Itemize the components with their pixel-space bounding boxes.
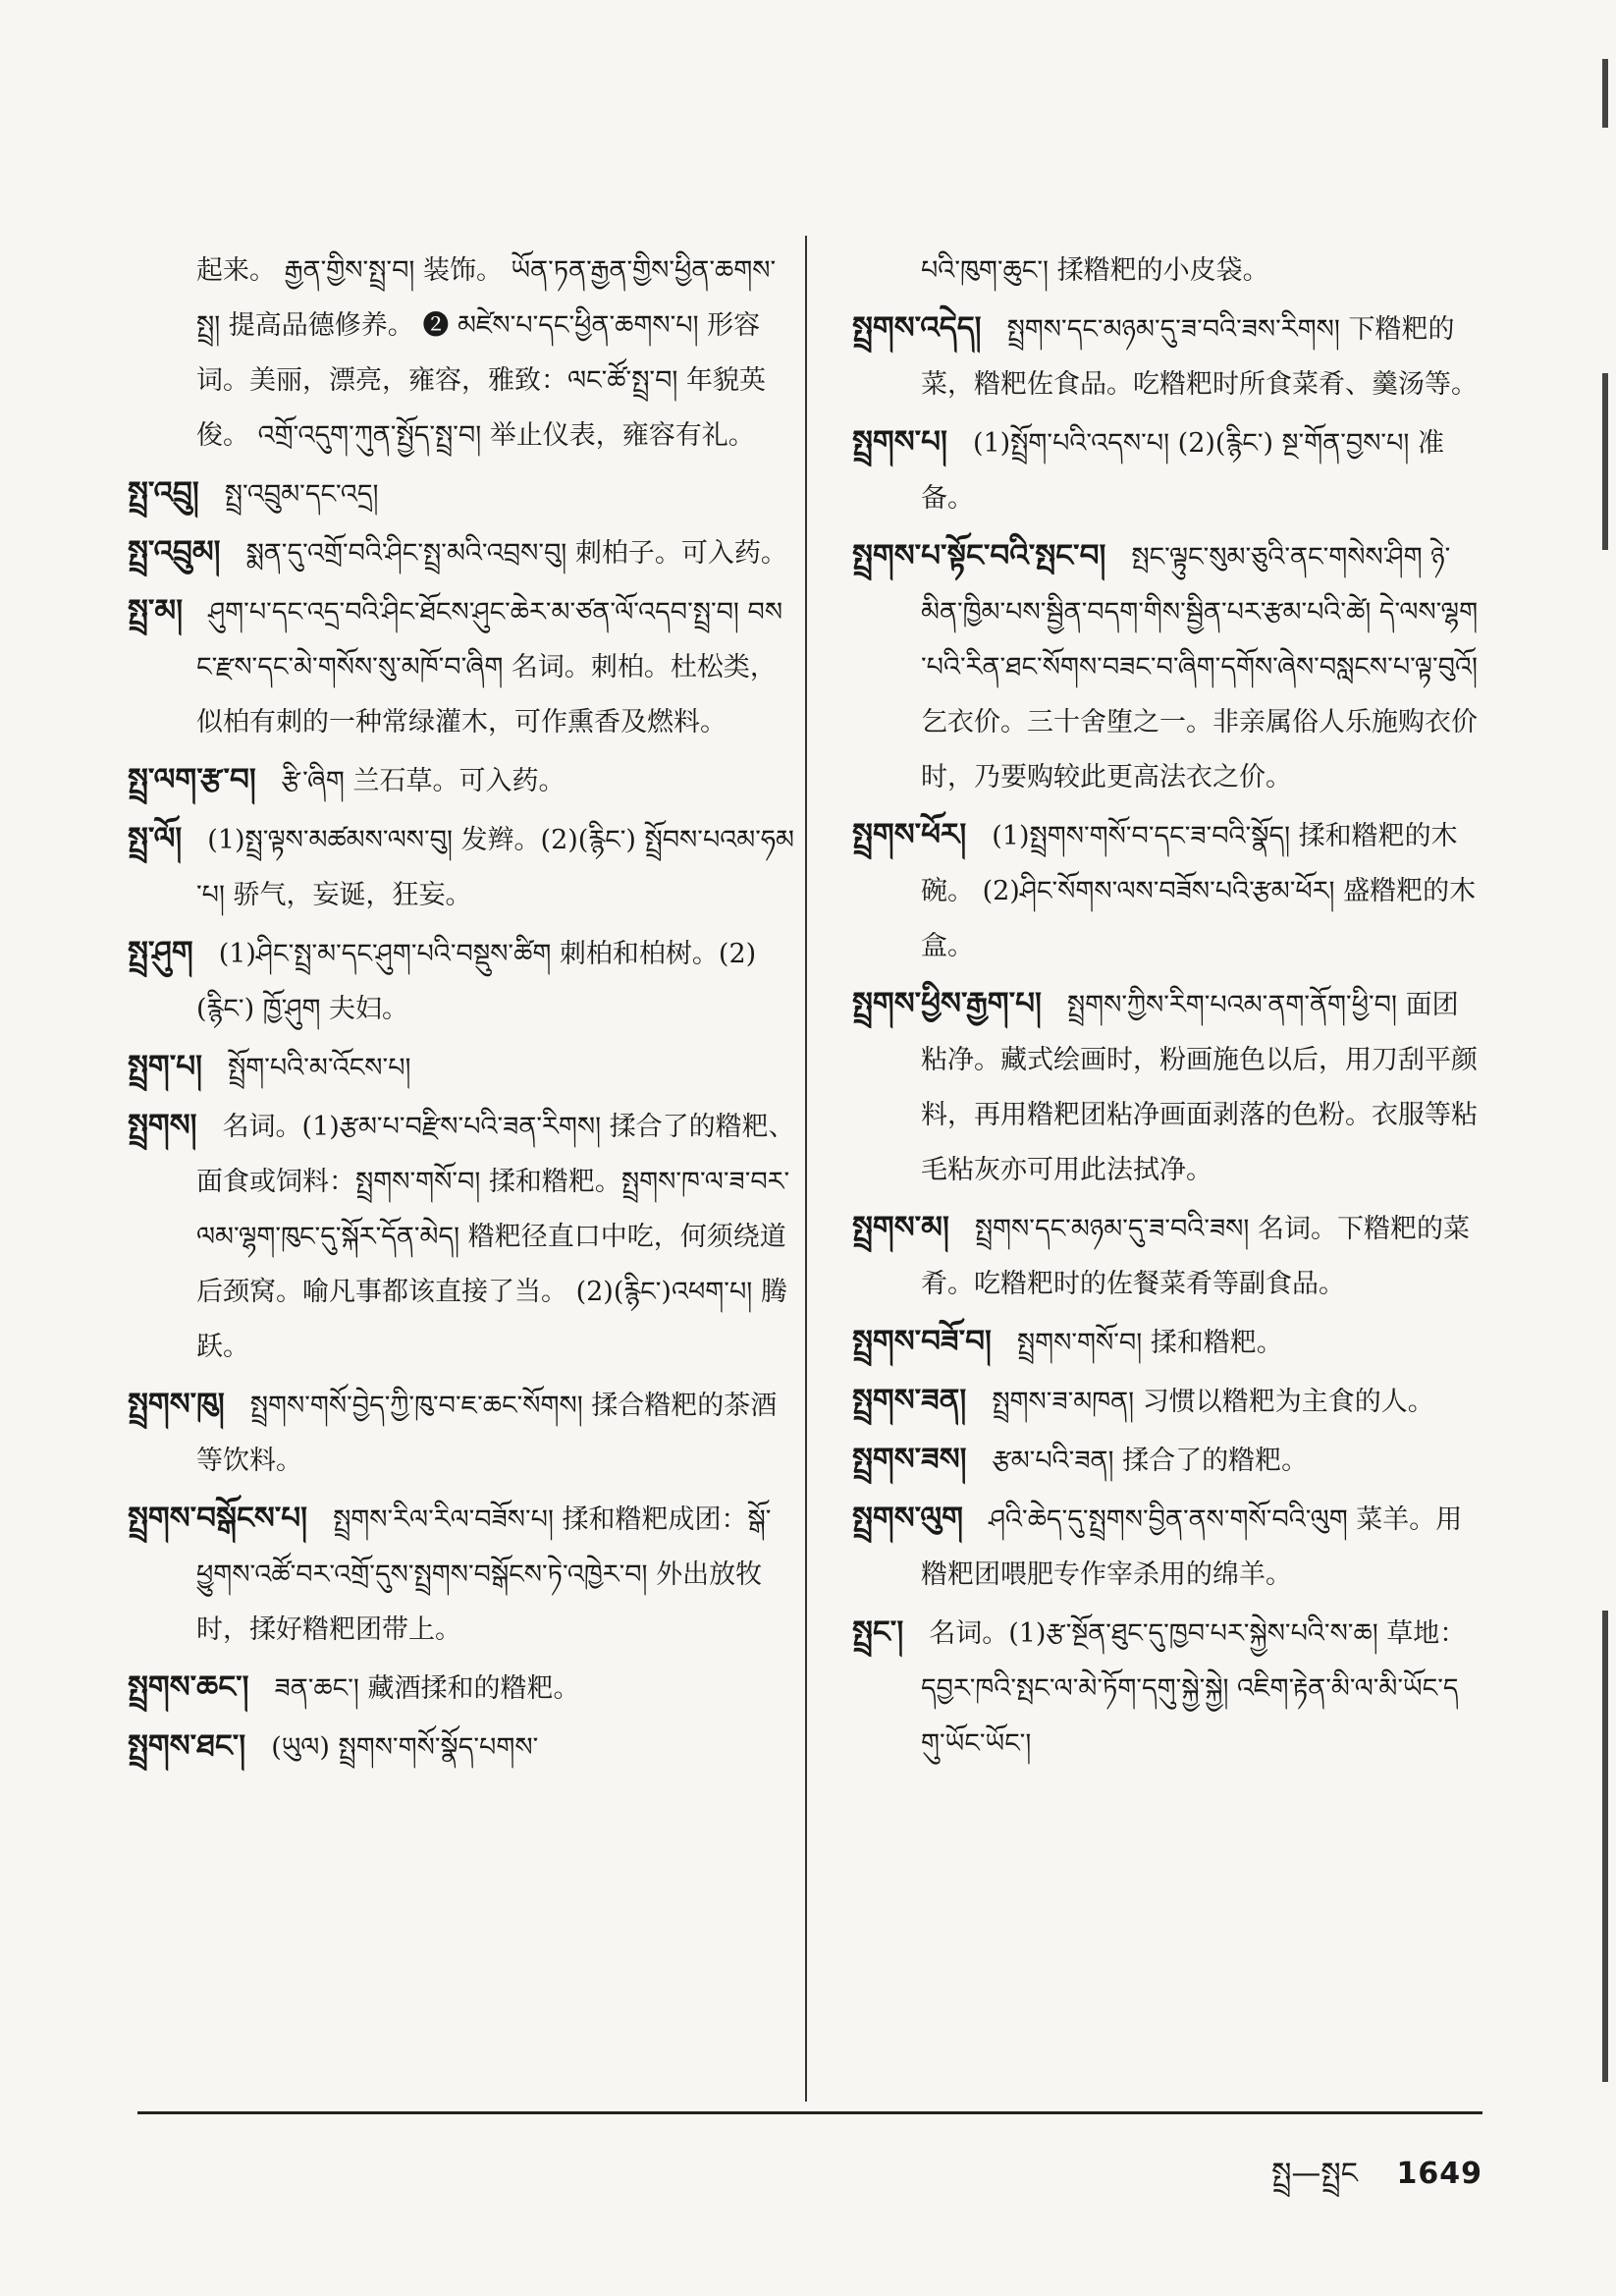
entry-headword: སྤྲགས་འདེད། — [852, 310, 982, 346]
dictionary-entry — [128, 1491, 795, 1658]
entry-headword: སྤྲགས་ཐང་། — [128, 1728, 246, 1764]
entry-headword: སྤྲགས་བསྒོངས་པ། — [128, 1501, 308, 1536]
entry-headword: སྤྲ་ལག་རྩ་བ། — [128, 762, 256, 797]
dictionary-entry — [852, 1605, 1481, 1772]
entry-definition: སྨན་དུ་འགྲོ་བའི་ཤིང་སྤྲ་མའི་འབྲས་བུ། 刺柏子。可入药。 — [245, 538, 787, 569]
entry-definition: ཤུག་པ་དང་འདྲ་བའི་ཤིང་ཐོངས་ཤུང་ཆེར་མ་ཙན་ལོ་འདབ་སྤྲ་བ། བསང་རྫས་དང་མེ་གསོས་སུ་མཁོ་བ་ཞིག 名词。刺柏。杜松类，似柏有刺的一种常绿灌木，可作熏香及燃料。 — [196, 597, 783, 738]
entry-headword: སྤྲགས་ཁུ། — [128, 1387, 225, 1422]
dictionary-entry — [852, 301, 1481, 412]
entry-definition: སྤྲགས་ཀྱིས་རིག་པའམ་ནག་ནོག་ཕྱི་བ། 面团粘净。藏式绘画时，粉画施色以后，用刀刮平颜料，再用糌粑团粘净画面剥落的色粉。衣服等粘毛粘灰亦可用此法拭净。 — [921, 990, 1478, 1185]
entry-headword: སྤྲ་ལོ། — [128, 821, 183, 856]
dictionary-entry — [852, 244, 1481, 299]
entry-headword: སྤྲག་པ། — [128, 1049, 203, 1084]
entry-headword: སྤྲགས་པ། — [852, 424, 947, 460]
page-range: སྤྲ—སྤྲང — [1271, 2157, 1358, 2191]
entry-headword: སྤྲགས་ཕྱིས་རྒྱག་པ། — [852, 986, 1042, 1021]
edge-mark — [1602, 373, 1608, 550]
dictionary-entry — [852, 807, 1481, 974]
entry-definition: སྤྲ་འབྲུམ་དང་འདྲ། — [224, 479, 379, 510]
footer-rule — [137, 2111, 1482, 2114]
dictionary-entry — [852, 976, 1481, 1198]
dictionary-entry — [128, 1719, 795, 1776]
entry-headword: སྤྲགས། — [128, 1108, 197, 1143]
dictionary-entry — [128, 1098, 795, 1375]
entry-definition: རྩམ་པའི་ཟན། 揉合了的糌粑。 — [992, 1446, 1309, 1476]
entry-headword: སྤྲགས་ཆང་། — [128, 1669, 249, 1705]
entry-headword: སྤྲགས་པ་སྟོང་བའི་སྤང་བ། — [852, 538, 1106, 574]
entry-definition: སྤྲགས་རིལ་རིལ་བཟོས་པ། 揉和糌粑成团：སྒོ་ཕྱུགས་འཚོ་བར་འགྲོ་དུས་སྤྲགས་བསྒོངས་ཏེ་འཁྱེར་བ། 外出放牧时，揉好糌粑团带上。 — [196, 1504, 772, 1645]
dictionary-entry — [128, 583, 795, 750]
entry-headword: སྤྲ་འབྲུམ། — [128, 534, 221, 570]
entry-headword: སྤྲང་། — [852, 1614, 904, 1650]
dictionary-entry — [852, 1200, 1481, 1312]
dictionary-entry — [852, 1314, 1481, 1371]
entry-headword: སྤྲགས་ཟན། — [852, 1383, 967, 1418]
dictionary-entry — [128, 465, 795, 522]
dictionary-entry — [128, 1039, 795, 1096]
entry-definition: 起来。 རྒྱན་གྱིས་སྤྲ་བ། 装饰。 ཡོན་ཏན་རྒྱན་གྱིས་ཕྱིན་ཆགས་སྤྲ། 提高品德修养。 ❷ མཛེས་པ་དང་ཕྱིན་ཆགས་པ། 形容词。美丽，漂亮，雍容，雅致：ལང་ཚོ་སྤྲ་བ། 年貌英俊。 འགྲོ་འདུག་ཀུན་སྤྱོད་སྤྲ་བ། 举止仪表，雍容有礼。 — [196, 255, 777, 451]
edge-mark — [1602, 59, 1608, 128]
dictionary-entry — [852, 528, 1481, 805]
entry-definition: 名词。(1)རྩམ་པ་བརྫིས་པའི་ཟན་རིགས། 揉合了的糌粑、面食或饲料：སྤྲགས་གསོ་བ། 揉和糌粑。སྤྲགས་ཁ་ལ་ཟ་བར་ལམ་ལྷག་ཁུང་དུ་སྐོར་དོན་མེད། 糌粑径直口中吃，何须绕道后颈窝。喻凡事都该直接了当。 (2)(རྙིང་)འཕག་པ། 腾跃。 — [196, 1112, 795, 1362]
entry-definition: པའི་ཁུག་ཆུང་། 揉糌粑的小皮袋。 — [921, 255, 1269, 286]
entry-definition: (1)སྤྲགས་གསོ་བ་དང་ཟ་བའི་སྣོད། 揉和糌粑的木碗。 (2)ཤིང་སོགས་ལས་བཟོས་པའི་རྩམ་ཕོར། 盛糌粑的木盒。 — [921, 821, 1477, 961]
entry-definition: 名词。(1)རྩ་སྔོན་ཐུང་དུ་ཁྱབ་པར་སྐྱེས་པའི་ས་ཆ། 草地：དབྱར་ཁའི་སྤང་ལ་མེ་ཏོག་དགུ་སྐྱེ་སྐྱེ། འཇིག་རྟེན་མི་ལ་མི་ཡོང་དགུ་ཡོང་ཡོང་། — [921, 1618, 1467, 1759]
dictionary-entry — [128, 1660, 795, 1717]
dictionary-entry — [128, 524, 795, 581]
dictionary-entry — [852, 1491, 1481, 1603]
right-column — [852, 244, 1481, 1774]
entry-definition: རྩི་ཞིག 兰石草。可入药。 — [281, 766, 566, 796]
entry-definition: (ཡུལ) སྤྲགས་གསོ་སྣོད་པགས་ — [271, 1732, 539, 1763]
entry-definition: སྤྲགས་གསོ་བ། 揉和糌粑。 — [1016, 1328, 1283, 1358]
entry-headword: སྤྲ་འབྲུ། — [128, 475, 199, 511]
entry-definition: (1)སྤྲ་ལྟས་མཚམས་ལས་བུ། 发辫。(2)(རྙིང་) སྤྲོབས་པའམ་ཧམ་པ། 骄气，妄诞，狂妄。 — [196, 825, 795, 910]
page-footer — [1208, 2141, 1482, 2223]
dictionary-entry — [128, 811, 795, 923]
page-number: 1649 — [1396, 2157, 1482, 2191]
entry-definition: སྤྲགས་དང་མཉམ་དུ་ཟ་བའི་ཟས། 名词。下糌粑的菜肴。吃糌粑时的佐餐菜肴等副食品。 — [921, 1214, 1470, 1299]
entry-headword: སྤྲགས་ཕོར། — [852, 817, 967, 852]
entry-definition: སྤྲགས་དང་མཉམ་དུ་ཟ་བའི་ཟས་རིགས། 下糌粑的菜，糌粑佐食品。吃糌粑时所食菜肴、羹汤等。 — [921, 314, 1478, 400]
dictionary-entry — [128, 925, 795, 1037]
left-column — [128, 244, 795, 1777]
entry-definition: སྤྲགས་ཟ་མཁན། 习惯以糌粑为主食的人。 — [992, 1387, 1434, 1417]
entry-headword: སྤྲགས་མ། — [852, 1210, 949, 1245]
dictionary-entry — [852, 414, 1481, 526]
dictionary-entry — [128, 752, 795, 809]
entry-definition: སྤྲགས་གསོ་བྱེད་ཀྱི་ཁུ་བ་ཇ་ཆང་སོགས། 揉合糌粑的茶酒等饮料。 — [196, 1391, 778, 1476]
column-divider — [805, 236, 807, 2102]
edge-mark — [1602, 1611, 1608, 2082]
entry-headword: སྤྲ་ཤུག — [128, 935, 193, 970]
entry-definition: ཤའི་ཆེད་དུ་སྤྲགས་བྱིན་ནས་གསོ་བའི་ལུག 菜羊。用糌粑团喂肥专作宰杀用的绵羊。 — [921, 1504, 1463, 1590]
entry-headword: སྤྲགས་ལུག — [852, 1501, 963, 1536]
dictionary-entry — [852, 1373, 1481, 1430]
entry-definition: (1)ཤིང་སྤྲ་མ་དང་ཤུག་པའི་བསྡུས་ཚིག 刺柏和柏树。(2)(རྙིང་) ཁྱོ་ཤུག 夫妇。 — [196, 939, 757, 1024]
entry-definition: སྤང་ལྟུང་སུམ་ཅུའི་ནང་གསེས་ཤིག ཉེ་མིན་ཁྱིམ་པས་སྦྱིན་བདག་གིས་སྦྱིན་པར་རྩམ་པའི་ཚེ། དེ་ལས་ལྷག་པའི་རིན་ཐང་སོགས་བཟང་བ་ཞིག་དགོས་ཞེས་བསླངས་པ་ལྟ་བུའོ། 乞衣价。三十舍堕之一。非亲属俗人乐施购衣价时，乃要购较此更高法衣之价。 — [921, 542, 1479, 793]
entry-definition: ཟན་ཆང་། 藏酒揉和的糌粑。 — [274, 1673, 580, 1704]
dictionary-entry — [128, 1377, 795, 1489]
entry-headword: སྤྲགས་བཟོ་བ། — [852, 1324, 992, 1359]
entry-definition: (1)སྤྲོག་པའི་འདས་པ། (2)(རྙིང་) སྔ་གོན་བྱས་པ། 准备。 — [921, 428, 1444, 514]
entry-headword: སྤྲགས་ཟས། — [852, 1442, 967, 1477]
entry-definition: སྤྲོག་པའི་མ་འོངས་པ། — [228, 1053, 411, 1083]
dictionary-entry — [128, 244, 795, 464]
entry-headword: སྤྲ་མ། — [128, 593, 184, 629]
dictionary-entry — [852, 1432, 1481, 1489]
